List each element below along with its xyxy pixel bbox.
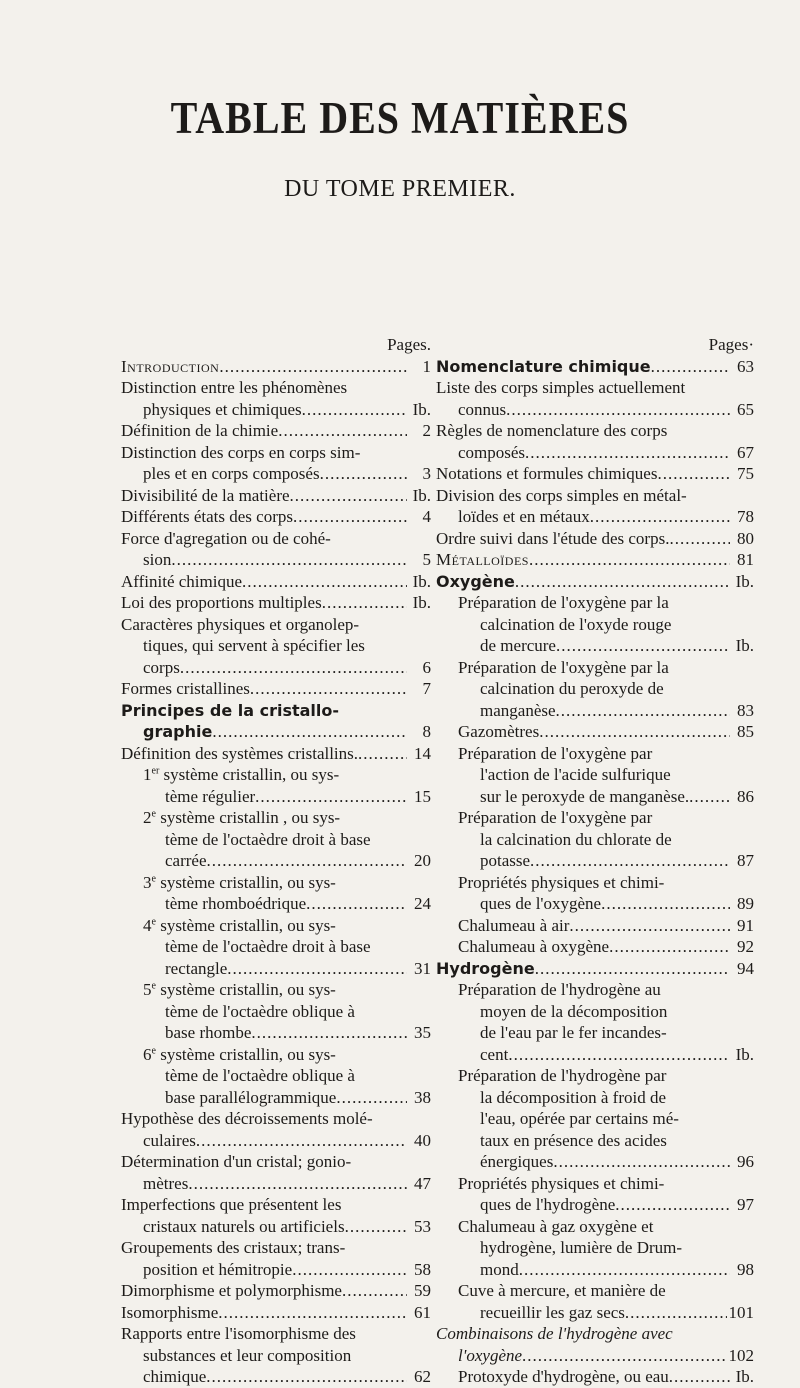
toc-entry-text: Ordre suivi dans l'étude des corps. — [436, 528, 670, 548]
toc-entry-text: Liste des corps simples actuellement — [436, 378, 686, 397]
toc-entry-text: calcination de l'oxyde rouge — [480, 614, 672, 634]
toc-entry-text: la calcination du chlorate de — [480, 829, 672, 849]
toc-entry — [121, 678, 431, 700]
toc-entry-text: tème de l'octaèdre oblique à — [165, 1066, 355, 1085]
dot-leader — [569, 915, 730, 937]
toc-entry-text: ples et en corps composés — [143, 464, 320, 483]
toc-entry — [121, 807, 431, 872]
toc-page-number: 47 — [414, 1173, 431, 1193]
toc-entry-text: Préparation de l'oxygène par — [458, 743, 653, 763]
toc-entry — [436, 915, 754, 937]
toc-entry-text: Définition de la chimie — [121, 421, 279, 440]
toc-entry-text: sion — [143, 550, 172, 569]
toc-entry-text: Métalloïdes — [436, 550, 529, 569]
dot-leader — [207, 850, 407, 872]
toc-entry — [436, 420, 754, 463]
dot-leader — [306, 893, 407, 915]
toc-entry — [436, 1280, 754, 1323]
toc-entry-text: Hydrogène — [436, 958, 535, 978]
dot-leader — [242, 571, 407, 593]
toc-entry — [436, 463, 754, 485]
toc-entry-text: Chalumeau à air — [458, 915, 570, 935]
toc-entry-text: Division des corps simples en métal- — [436, 485, 687, 505]
toc-page-number: 1 — [422, 356, 431, 376]
toc-page-number: 58 — [414, 1259, 431, 1279]
dot-leader — [196, 1130, 407, 1152]
toc-entry — [436, 1366, 754, 1388]
dot-leader — [336, 1087, 407, 1109]
dot-leader — [651, 356, 730, 378]
toc-entry-text: Définition des systèmes cristallins. — [121, 743, 359, 763]
toc-page-number: 62 — [414, 1367, 431, 1386]
toc-page-number: 15 — [414, 786, 431, 806]
toc-entry — [121, 614, 431, 679]
toc-entry — [436, 356, 754, 378]
toc-entry — [121, 1280, 431, 1302]
toc-entry-text: corps — [143, 657, 180, 677]
pages-header-left: Pages. — [387, 335, 431, 354]
toc-page-number: 80 — [737, 528, 754, 548]
toc-entry — [121, 743, 431, 765]
toc-entry — [121, 1237, 431, 1280]
toc-entry-text: Combinaisons de l'hydrogène avec — [436, 1324, 673, 1343]
toc-entry-text: Dimorphisme et polymorphisme — [121, 1281, 342, 1300]
toc-entry — [121, 1044, 431, 1109]
toc-entry-text: hydrogène, lumière de Drum- — [480, 1238, 683, 1257]
toc-entry — [121, 528, 431, 571]
toc-entry — [436, 1065, 754, 1173]
toc-page-number: Ib. — [735, 1044, 754, 1064]
toc-entry — [436, 528, 754, 550]
toc-entry-text: Force d'agregation ou de cohé- — [121, 528, 331, 548]
toc-entry — [121, 915, 431, 980]
toc-page-number: 63 — [737, 356, 754, 376]
toc-page-number: 81 — [737, 550, 754, 569]
toc-column-right — [436, 334, 754, 1388]
toc-page-number: 40 — [414, 1130, 431, 1150]
dot-leader — [251, 1022, 407, 1044]
toc-page-number: 5 — [422, 550, 431, 569]
toc-entry-text: Préparation de l'oxygène par — [458, 808, 653, 827]
toc-page-number: Ib. — [412, 399, 431, 419]
dot-leader — [212, 721, 407, 743]
dot-leader — [320, 463, 407, 485]
toc-page-number: 87 — [737, 851, 754, 870]
toc-entry-text: connus — [458, 399, 507, 419]
dot-leader — [553, 1151, 730, 1173]
toc-entry — [436, 485, 754, 528]
toc-page-number: 85 — [737, 722, 754, 741]
pages-header-right: Pages· — [708, 335, 754, 354]
dot-leader — [609, 936, 730, 958]
toc-entry-text: Introduction — [121, 356, 220, 376]
toc-entry — [121, 420, 431, 442]
toc-entry — [436, 936, 754, 958]
toc-page-number: 65 — [737, 399, 754, 419]
toc-column-left — [121, 334, 431, 1388]
toc-entry-text: Détermination d'un cristal; gonio- — [121, 1152, 352, 1171]
toc-entry-text: base parallélogrammique — [165, 1087, 337, 1107]
toc-entry-text: Cuve à mercure, et manière de — [458, 1281, 666, 1300]
toc-entry-text: mond — [480, 1259, 519, 1279]
toc-entry-text: Formes cristallines — [121, 679, 250, 698]
toc-page-number: 2 — [422, 421, 431, 440]
dot-leader — [250, 678, 407, 700]
dot-leader — [358, 743, 407, 765]
toc-entry — [436, 657, 754, 722]
toc-entry-text: cristaux naturels ou artificiels — [143, 1216, 345, 1236]
toc-entry-text: moyen de la décomposition — [480, 1001, 668, 1021]
toc-entry — [121, 506, 431, 528]
toc-entry — [436, 571, 754, 593]
toc-entry-text: tème de l'octaèdre droit à base — [165, 829, 371, 849]
dot-leader — [180, 657, 407, 679]
toc-entry-text: 5e système cristallin, ou sys- — [143, 980, 336, 999]
dot-leader — [669, 1366, 730, 1388]
dot-leader — [290, 485, 407, 507]
page-title: TABLE DES MATIÈRES — [170, 91, 630, 144]
dot-leader — [525, 442, 730, 464]
dot-leader — [227, 958, 407, 980]
toc-page-number: 75 — [737, 464, 754, 483]
dot-leader — [171, 549, 407, 571]
dot-leader — [345, 1216, 407, 1238]
toc-entry-text: Préparation de l'oxygène par la — [458, 657, 669, 677]
toc-page-number: 8 — [422, 722, 431, 741]
toc-page-number: 98 — [737, 1259, 754, 1279]
toc-page-number: 3 — [422, 464, 431, 483]
toc-page-number: 83 — [737, 700, 754, 720]
toc-page-number: 92 — [737, 937, 754, 956]
toc-entry-text: Principes de la cristallo- — [121, 700, 340, 720]
toc-page-number: Ib. — [412, 593, 431, 612]
toc-entry — [436, 549, 754, 571]
toc-page-number: 53 — [414, 1216, 431, 1236]
toc-entry-text: Nomenclature chimique — [436, 356, 651, 376]
toc-entry-text: Préparation de l'hydrogène par — [458, 1066, 667, 1085]
dot-leader — [218, 1302, 407, 1324]
toc-entry — [121, 571, 431, 593]
toc-entry-text: sur le peroxyde de manganèse. — [480, 786, 690, 806]
toc-entry-text: 3e système cristallin, ou sys- — [143, 872, 336, 892]
toc-page-number: 78 — [737, 507, 754, 526]
toc-entry — [436, 1323, 754, 1366]
toc-entry-text: 2e système cristallin , ou sys- — [143, 808, 341, 827]
dot-leader — [515, 571, 730, 593]
toc-entry-text: Protoxyde d'hydrogène, ou eau — [458, 1367, 669, 1386]
toc-page-number: 61 — [414, 1302, 431, 1322]
toc-entry-text: Préparation de l'hydrogène au — [458, 980, 661, 999]
dot-leader — [615, 1194, 730, 1216]
toc-entry-text: Préparation de l'oxygène par la — [458, 593, 669, 612]
toc-entry-text: Loi des proportions multiples — [121, 593, 322, 612]
toc-page-number: 86 — [737, 786, 754, 806]
toc-entry — [436, 1173, 754, 1216]
dot-leader — [255, 786, 407, 808]
toc-entry-text: Règles de nomenclature des corps — [436, 421, 668, 440]
toc-entry-text: tiques, qui servent à spécifier les — [143, 636, 365, 655]
toc-page-number: Ib. — [735, 571, 754, 591]
toc-entry-text: tème rhomboédrique — [165, 894, 307, 913]
toc-page-number: 20 — [414, 851, 431, 870]
toc-entry-text: la décomposition à froid de — [480, 1087, 667, 1107]
dot-leader — [657, 463, 730, 485]
toc-entry-text: base rhombe — [165, 1023, 252, 1042]
toc-entry-text: tème de l'octaèdre oblique à — [165, 1001, 355, 1021]
toc-page-number: 89 — [737, 894, 754, 913]
toc-entry-text: Groupements des cristaux; trans- — [121, 1238, 346, 1257]
toc-entry-text: rectangle — [165, 958, 228, 978]
toc-entry-text: Hypothèse des décroissements molé- — [121, 1109, 373, 1128]
dot-leader — [556, 635, 730, 657]
toc-entry-text: Propriétés physiques et chimi- — [458, 872, 665, 892]
toc-entry — [121, 1151, 431, 1194]
dot-leader — [669, 528, 730, 550]
toc-entry-text: Isomorphisme — [121, 1302, 219, 1322]
dot-leader — [535, 958, 730, 980]
dot-leader — [689, 786, 730, 808]
dot-leader — [219, 356, 407, 378]
toc-entry-text: l'action de l'acide sulfurique — [480, 765, 671, 784]
dot-leader — [206, 1366, 407, 1388]
dot-leader — [342, 1280, 407, 1302]
dot-leader — [278, 420, 407, 442]
toc-entry-text: l'oxygène — [458, 1345, 523, 1365]
toc-entry-text: Gazomètres — [458, 722, 540, 741]
dot-leader — [508, 1044, 730, 1066]
toc-entry — [121, 377, 431, 420]
toc-page-number: 59 — [414, 1281, 431, 1300]
toc-entry-text: 4e système cristallin, ou sys- — [143, 915, 336, 935]
toc-entry-text: culaires — [143, 1130, 196, 1150]
toc-entry-text: Chalumeau à oxygène — [458, 937, 610, 956]
toc-entry-text: l'eau, opérée par certains mé- — [480, 1109, 679, 1128]
toc-entry-text: Rapports entre l'isomorphisme des — [121, 1324, 356, 1343]
toc-page-number: 102 — [728, 1345, 754, 1365]
toc-page-number: 94 — [737, 958, 754, 978]
toc-entry — [436, 1216, 754, 1281]
toc-entry-text: ques de l'hydrogène — [480, 1195, 616, 1214]
toc-entry-text: de mercure — [480, 636, 556, 655]
toc-entry-text: Notations et formules chimiques — [436, 464, 658, 483]
dot-leader — [590, 506, 730, 528]
toc-entry-text: tème régulier — [165, 786, 256, 806]
toc-entry-text: Imperfections que présentent les — [121, 1195, 342, 1214]
toc-entry — [436, 592, 754, 657]
toc-entry — [436, 377, 754, 420]
toc-entry-text: manganèse — [480, 700, 556, 720]
toc-entry — [436, 721, 754, 743]
toc-entry-text: Différents états des corps — [121, 507, 293, 526]
toc-entry — [436, 979, 754, 1065]
toc-entry-text: Distinction des corps en corps sim- — [121, 442, 361, 462]
dot-leader — [556, 700, 730, 722]
toc-entry-text: graphie — [143, 722, 213, 741]
toc-page-number: 7 — [422, 679, 431, 698]
toc-entry — [121, 1194, 431, 1237]
toc-page-number: Ib. — [412, 485, 431, 505]
dot-leader — [539, 721, 730, 743]
toc-entry — [436, 743, 754, 808]
dot-leader — [302, 399, 407, 421]
toc-page-number: 24 — [414, 894, 431, 913]
toc-page-number: 91 — [737, 915, 754, 935]
dot-leader — [506, 399, 730, 421]
toc-entry — [121, 700, 431, 743]
toc-entry-text: cent — [480, 1044, 509, 1064]
toc-page-number: 4 — [422, 507, 431, 526]
toc-entry — [436, 807, 754, 872]
toc-entry-text: Affinité chimique — [121, 571, 243, 591]
dot-leader — [188, 1173, 407, 1195]
toc-entry-text: de l'eau par le fer incandes- — [480, 1023, 667, 1042]
toc-entry-text: Caractères physiques et organolep- — [121, 614, 360, 634]
toc-entry-text: énergiques — [480, 1152, 554, 1171]
toc-page-number: 96 — [737, 1152, 754, 1171]
toc-page-number: Ib. — [735, 1367, 754, 1386]
toc-page-number: 97 — [737, 1195, 754, 1214]
toc-entry — [121, 872, 431, 915]
dot-leader — [601, 893, 730, 915]
toc-entry — [121, 979, 431, 1044]
toc-entry-text: taux en présence des acides — [480, 1130, 667, 1150]
toc-entry-text: loïdes et en métaux — [458, 507, 590, 526]
toc-entry-text: ques de l'oxygène — [480, 894, 602, 913]
toc-entry-text: 1er système cristallin, ou sys- — [143, 765, 340, 784]
toc-entry — [121, 485, 431, 507]
toc-entry — [121, 1108, 431, 1151]
toc-entry-text: position et hémitropie — [143, 1259, 293, 1279]
toc-entry — [121, 764, 431, 807]
toc-entry — [121, 356, 431, 378]
toc-page-number: 14 — [414, 743, 431, 763]
dot-leader — [519, 1259, 730, 1281]
dot-leader — [529, 549, 730, 571]
toc-page-number: 101 — [728, 1302, 754, 1322]
toc-entry-text: mètres — [143, 1173, 189, 1193]
page-subtitle: DU TOME PREMIER. — [284, 176, 516, 202]
toc-entry-text: composés — [458, 442, 526, 462]
toc-entry-text: Oxygène — [436, 571, 515, 591]
toc-entry — [436, 872, 754, 915]
toc-entry-text: potasse — [480, 851, 531, 870]
toc-entry-text: physiques et chimiques — [143, 399, 302, 419]
toc-entry — [121, 1302, 431, 1324]
toc-page-number: Ib. — [735, 636, 754, 655]
toc-entry-text: carrée — [165, 851, 207, 870]
toc-page-number: 38 — [414, 1087, 431, 1107]
toc-page-number: Ib. — [412, 571, 431, 591]
toc-entry-text: 6e système cristallin, ou sys- — [143, 1044, 336, 1064]
toc-entry-text: Distinction entre les phénomènes — [121, 378, 348, 397]
toc-entry — [121, 592, 431, 614]
dot-leader — [530, 850, 730, 872]
toc-entry-text: Propriétés physiques et chimi- — [458, 1173, 665, 1193]
toc-entry — [121, 1323, 431, 1388]
toc-entry-text: calcination du peroxyde de — [480, 679, 664, 698]
dot-leader — [292, 1259, 407, 1281]
dot-leader — [322, 592, 407, 614]
toc-entry-text: chimique — [143, 1367, 207, 1386]
toc-entry-text: Divisibilité de la matière — [121, 485, 290, 505]
toc-page-number: 35 — [414, 1023, 431, 1042]
dot-leader — [522, 1345, 726, 1367]
toc-entry-text: recueillir les gaz secs — [480, 1302, 625, 1322]
toc-entry-text: tème de l'octaèdre droit à base — [165, 937, 371, 956]
dot-leader — [293, 506, 407, 528]
toc-page-number: 31 — [414, 958, 431, 978]
toc-entry-text: Chalumeau à gaz oxygène et — [458, 1216, 654, 1236]
toc-entry-text: substances et leur composition — [143, 1345, 352, 1365]
toc-entry — [436, 958, 754, 980]
dot-leader — [625, 1302, 727, 1324]
toc-page-number: 6 — [422, 657, 431, 677]
toc-page-number: 67 — [737, 442, 754, 462]
toc-entry — [121, 442, 431, 485]
